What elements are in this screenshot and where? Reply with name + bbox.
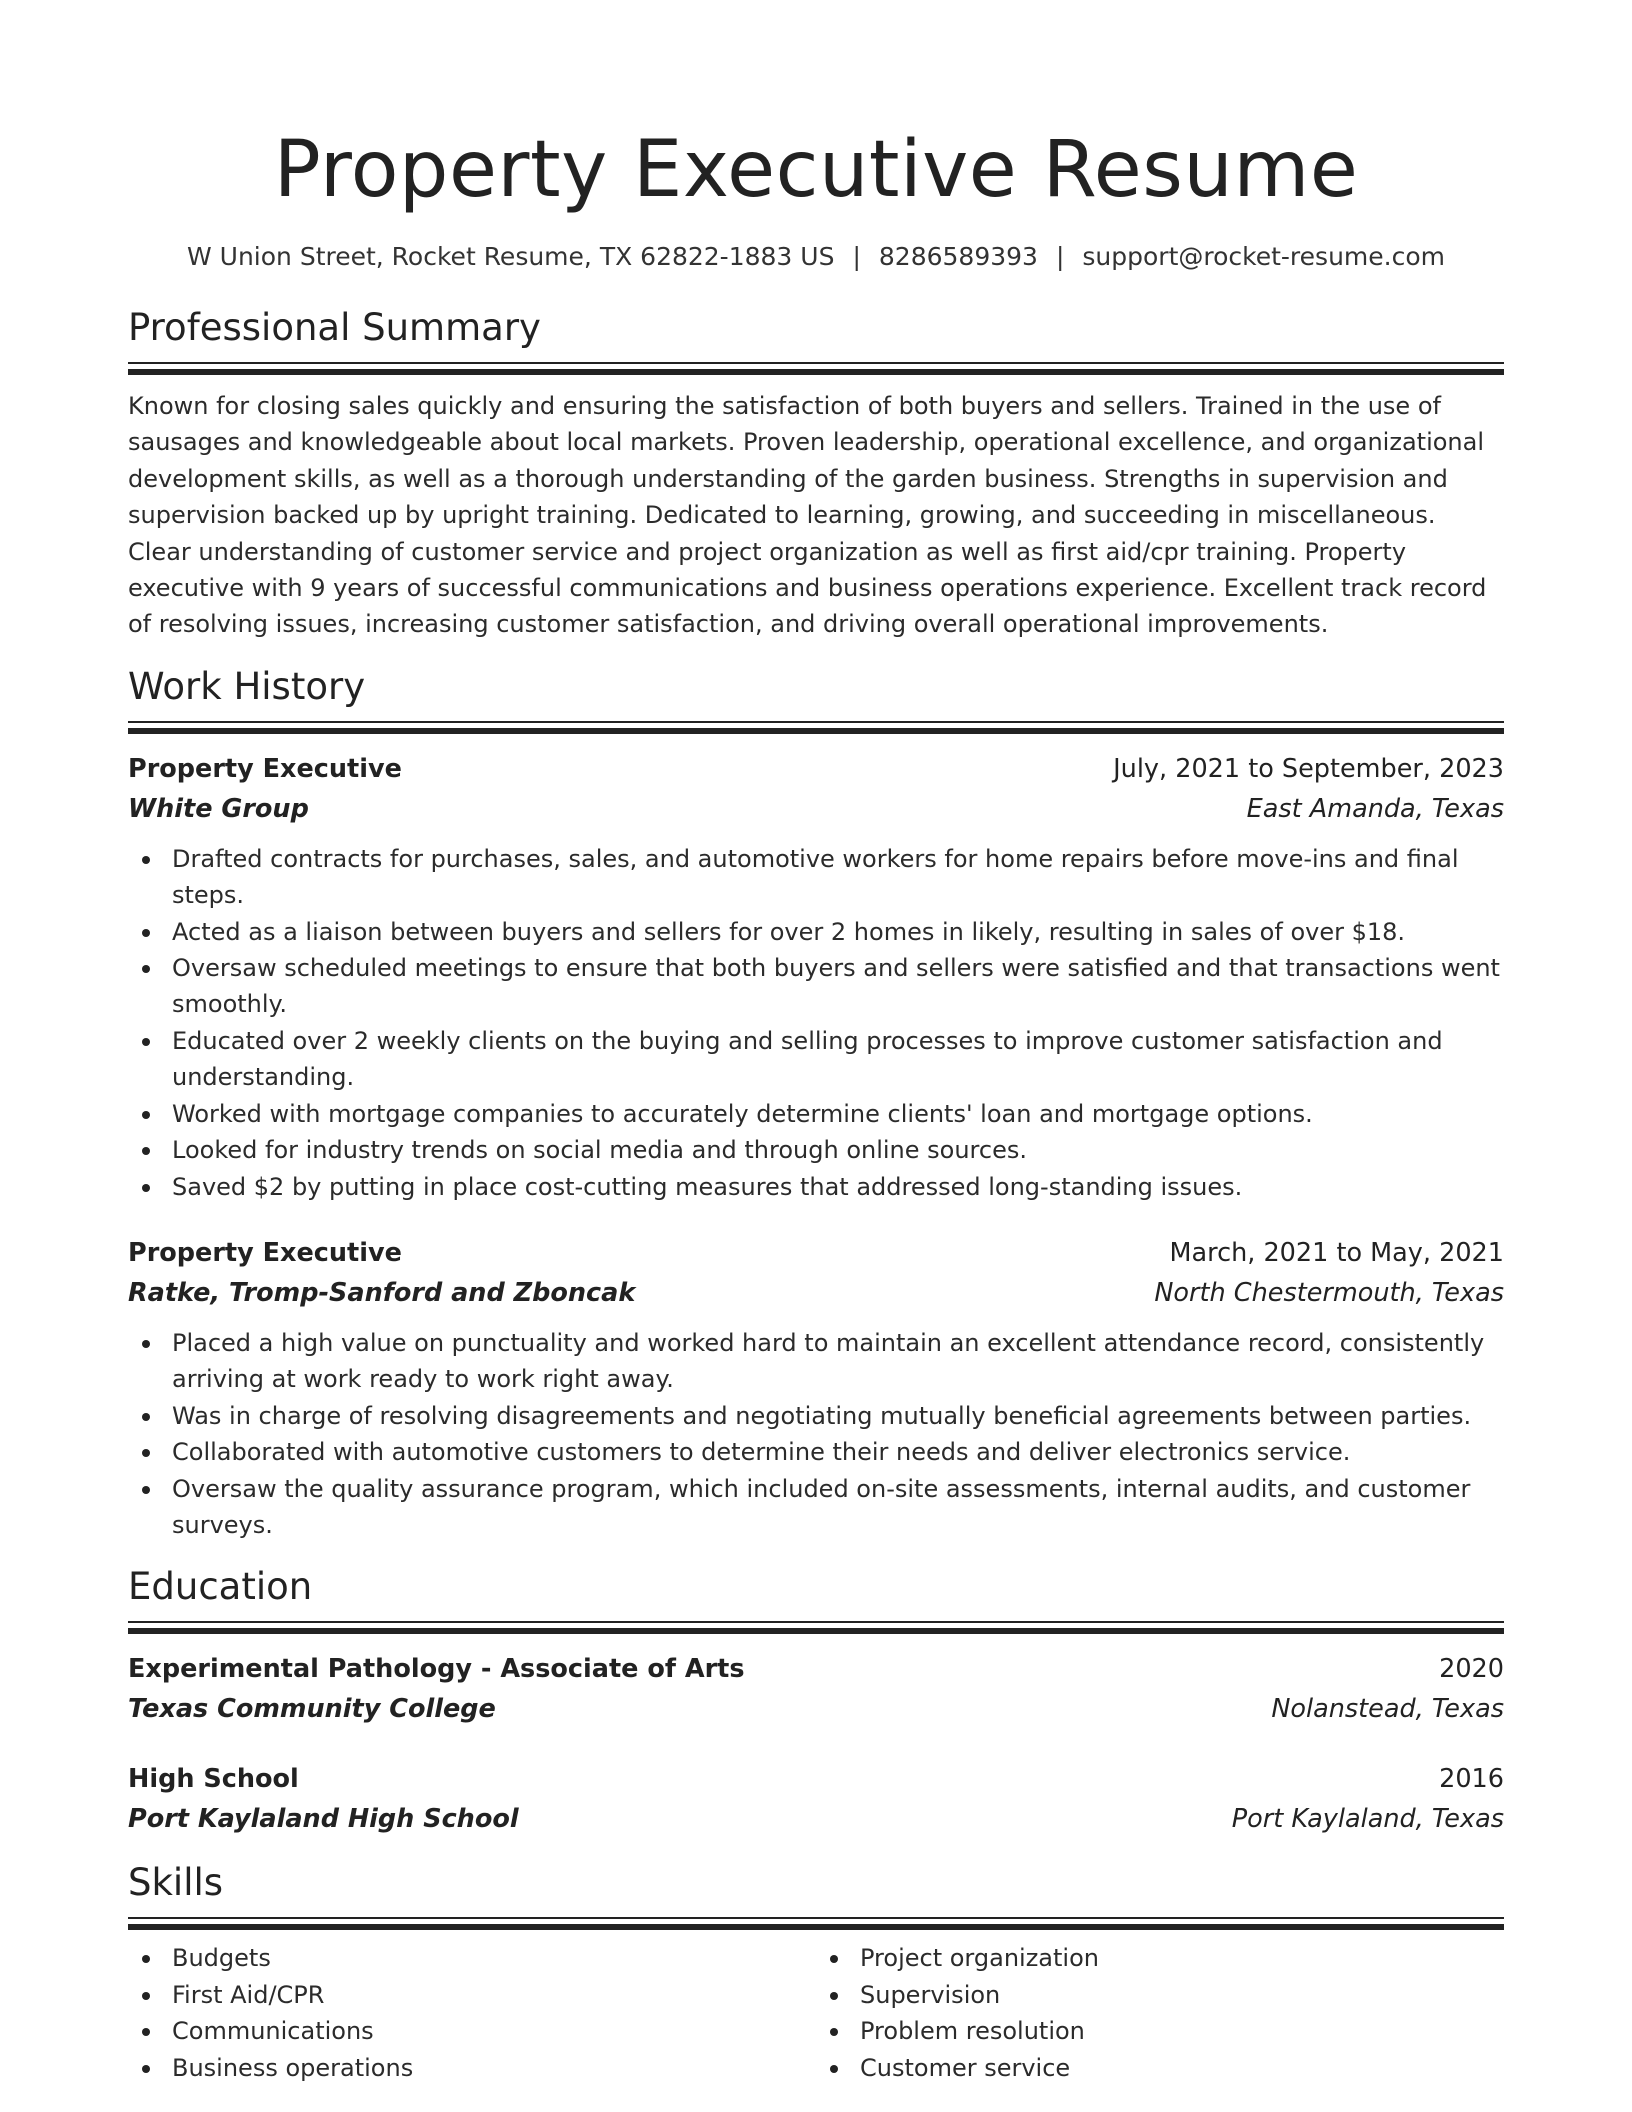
section-title-summary: Professional Summary: [128, 306, 541, 349]
summary-text: Known for closing sales quickly and ensuring the satisfaction of both buyers and sellers. Trained in the use of sausages and knowledgeable about local markets. Proven leadership, operational excellence, and organizational development skills, as well as a thorough understanding of the garden business. Strengths in supervision and supervision backed up by upright training. Dedicated to learning, growing, and succeeding in miscellaneous. Clear understanding of customer service and project organization as well as first aid/cpr training. Property executive with 9 years of successful communications and business operations experience. Excellent track record of resolving issues, increasing customer satisfaction, and driving overall operational improvements.: [128, 392, 1487, 639]
education-school-row: [128, 1689, 1504, 1729]
skill-item: Budgets: [172, 1940, 816, 1976]
job-bullet: Placed a high value on punctuality and worked hard to maintain an excellent attendance record, consistently arriving at work ready to work right away.: [172, 1325, 1504, 1398]
skills-list-left: [128, 1940, 816, 2086]
education-entry: [128, 1759, 1504, 1839]
section-rule: [128, 1917, 1504, 1930]
section-title-skills: Skills: [128, 1861, 224, 1905]
job-location: East Amanda, Texas: [1246, 793, 1504, 824]
education-entry: [128, 1649, 1504, 1729]
summary-section: [128, 304, 1504, 643]
job-location: North Chestermouth, Texas: [1154, 1277, 1504, 1308]
job-bullet: Educated over 2 weekly clients on the buying and selling processes to improve customer satisfaction and understanding.: [172, 1023, 1504, 1096]
education-school: Texas Community College: [128, 1694, 496, 1725]
education-header-row: [128, 1759, 1504, 1799]
job-header-row: [128, 749, 1504, 789]
job-bullet: Acted as a liaison between buyers and sellers for over 2 homes in likely, resulting in sales of over $18.: [172, 914, 1504, 950]
job-bullets: [128, 841, 1504, 1205]
contact-separator: |: [1055, 242, 1065, 271]
job-dates: March, 2021 to May, 2021: [1169, 1237, 1504, 1268]
skill-item: Communications: [172, 2013, 816, 2049]
section-rule: [128, 721, 1504, 734]
education-school-row: [128, 1799, 1504, 1839]
job-bullet: Looked for industry trends on social media and through online sources.: [172, 1132, 1504, 1168]
section-rule: [128, 1621, 1504, 1634]
job-position: Property Executive: [128, 753, 402, 784]
skill-item: Supervision: [860, 1977, 1504, 2013]
section-title-work: Work History: [128, 664, 366, 708]
job-bullet: Worked with mortgage companies to accurately determine clients' loan and mortgage options.: [172, 1096, 1504, 1132]
skill-item: Business operations: [172, 2050, 816, 2086]
job-bullet: Was in charge of resolving disagreements and negotiating mutually beneficial agreements between parties.: [172, 1398, 1504, 1434]
job-bullet: Oversaw the quality assurance program, which included on-site assessments, internal audits, and customer surveys.: [172, 1471, 1504, 1544]
education-location: Port Kaylaland, Texas: [1231, 1804, 1504, 1835]
job-bullets: [128, 1325, 1504, 1543]
contact-address: W Union Street, Rocket Resume, TX 62822-1883 US: [186, 242, 835, 271]
job-company-row: [128, 1273, 1504, 1313]
resume-content: [128, 0, 1504, 2086]
contact-phone: 8286589393: [878, 242, 1038, 271]
contact-email: support@rocket-resume.com: [1082, 242, 1445, 271]
job-bullet: Collaborated with automotive customers to determine their needs and deliver electronics service.: [172, 1434, 1504, 1470]
education-year: 2016: [1439, 1764, 1504, 1795]
job-entry: [128, 1233, 1504, 1543]
contact-line: [128, 240, 1504, 274]
education-section: [128, 1563, 1504, 1839]
job-company: White Group: [128, 793, 309, 824]
job-header-row: [128, 1233, 1504, 1273]
job-bullet: Saved $2 by putting in place cost-cutting measures that addressed long-standing issues.: [172, 1169, 1504, 1205]
skills-section: [128, 1859, 1504, 2086]
section-title-education: Education: [128, 1565, 313, 1609]
work-section: [128, 663, 1504, 1544]
education-year: 2020: [1439, 1654, 1504, 1685]
skill-item: Customer service: [860, 2050, 1504, 2086]
education-degree: Experimental Pathology - Associate of Arts: [128, 1654, 745, 1685]
skill-item: Project organization: [860, 1940, 1504, 1976]
skill-item: First Aid/CPR: [172, 1977, 816, 2013]
skill-item: Problem resolution: [860, 2013, 1504, 2049]
education-header-row: [128, 1649, 1504, 1689]
job-company-row: [128, 789, 1504, 829]
job-bullet: Drafted contracts for purchases, sales, and automotive workers for home repairs before move-ins and final steps.: [172, 841, 1504, 914]
skills-list-right: [816, 1940, 1504, 2086]
skills-columns: [128, 1940, 1504, 2086]
job-dates: July, 2021 to September, 2023: [1113, 753, 1504, 784]
job-bullet: Oversaw scheduled meetings to ensure that both buyers and sellers were satisfied and that transactions went smoothly.: [172, 950, 1504, 1023]
job-position: Property Executive: [128, 1237, 402, 1268]
education-degree: High School: [128, 1764, 299, 1795]
resume-title: Property Executive Resume: [273, 125, 1359, 215]
education-school: Port Kaylaland High School: [128, 1804, 519, 1835]
section-rule: [128, 362, 1504, 375]
education-location: Nolanstead, Texas: [1271, 1694, 1504, 1725]
contact-separator: |: [852, 242, 861, 271]
job-entry: [128, 749, 1504, 1205]
job-company: Ratke, Tromp-Sanford and Zboncak: [128, 1277, 636, 1308]
